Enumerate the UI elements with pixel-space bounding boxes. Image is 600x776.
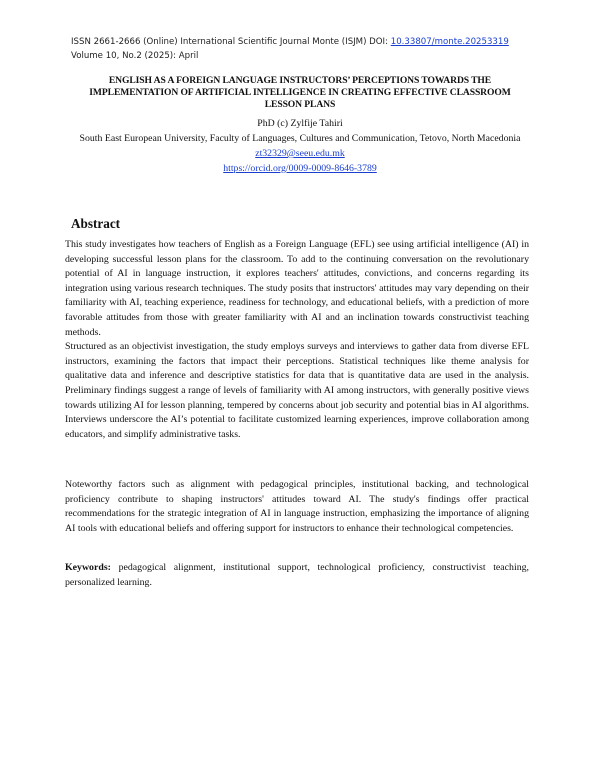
keywords-block <box>65 561 529 590</box>
paper-title: ENGLISH AS A FOREIGN LANGUAGE INSTRUCTORS’ PERCEPTIONS TOWARDS THE IMPLEMENTATION OF ARTIFICIAL INTELLIGENCE IN CREATING EFFECTIVE CLASSROOM LESSON PLANS <box>89 75 511 110</box>
orcid-link[interactable]: https://orcid.org/0009-0009-8646-3789 <box>223 163 377 174</box>
author-email-link[interactable]: zt32329@seeu.edu.mk <box>255 148 345 159</box>
doi-link[interactable]: 10.33807/monte.20253319 <box>390 37 509 47</box>
abstract-body <box>65 238 529 442</box>
issn-line <box>71 35 551 49</box>
volume-line: Volume 10, No.2 (2025): April <box>71 51 199 61</box>
abstract-heading: Abstract <box>71 216 121 231</box>
abstract-body-continued <box>65 478 529 536</box>
author-block <box>70 116 530 176</box>
author-name: PhD (c) Zylfije Tahiri <box>257 118 343 129</box>
journal-header <box>71 35 551 63</box>
keywords-label: Keywords: <box>65 562 111 573</box>
issn-text: ISSN 2661-2666 (Online) International Scientific Journal Monte (ISJM) DOI: <box>71 37 391 47</box>
abstract-paragraph-3: Noteworthy factors such as alignment with pedagogical principles, institutional backing, and technological proficiency contribute to shaping instructors' attitudes toward AI. The study's findings offer practical recommendations for the strategic integration of AI in language instruction, emphasizing the importance of aligning AI tools with educational beliefs and offering support for instructors to enhance their technological competencies. <box>65 479 529 534</box>
keywords-paragraph <box>65 561 529 590</box>
keywords-text: pedagogical alignment, institutional support, technological proficiency, constructivist teaching, personalized learning. <box>65 562 529 588</box>
author-affiliation: South East European University, Faculty of Languages, Cultures and Communication, Tetovo, North Macedonia <box>79 133 521 144</box>
abstract-paragraph-1: This study investigates how teachers of English as a Foreign Language (EFL) see using artificial intelligence (AI) in developing successful lesson plans for the classroom. To add to the continuing conversation on the revolutionary potential of AI in language instruction, it explores teachers' attitudes, convictions, and concerns regarding its integration using various research techniques. The study posits that instructors' attitudes may vary depending on their familiarity with AI, teaching experience, readiness for technology, and educational beliefs, with a prediction of more favorable attitudes from those with greater familiarity with AI and an inclination towards constructivist teaching methods. <box>65 239 529 338</box>
abstract-paragraph-2: Structured as an objectivist investigation, the study employs surveys and interviews to gather data from diverse EFL instructors, examining the factors that impact their perceptions. Statistical techniques like theme analysis for qualitative data and inference and descriptive statistics for data that is quantitative data are used in the analysis. Preliminary findings suggest a range of levels of familiarity with AI among instructors, with generally positive views towards utilizing AI for lesson planning, tempered by concerns about job security and potential bias in AI algorithms. Interviews underscore the AI’s potential to facilitate customized learning experiences, improve collaboration among educators, and simplify administrative tasks. <box>65 341 529 440</box>
